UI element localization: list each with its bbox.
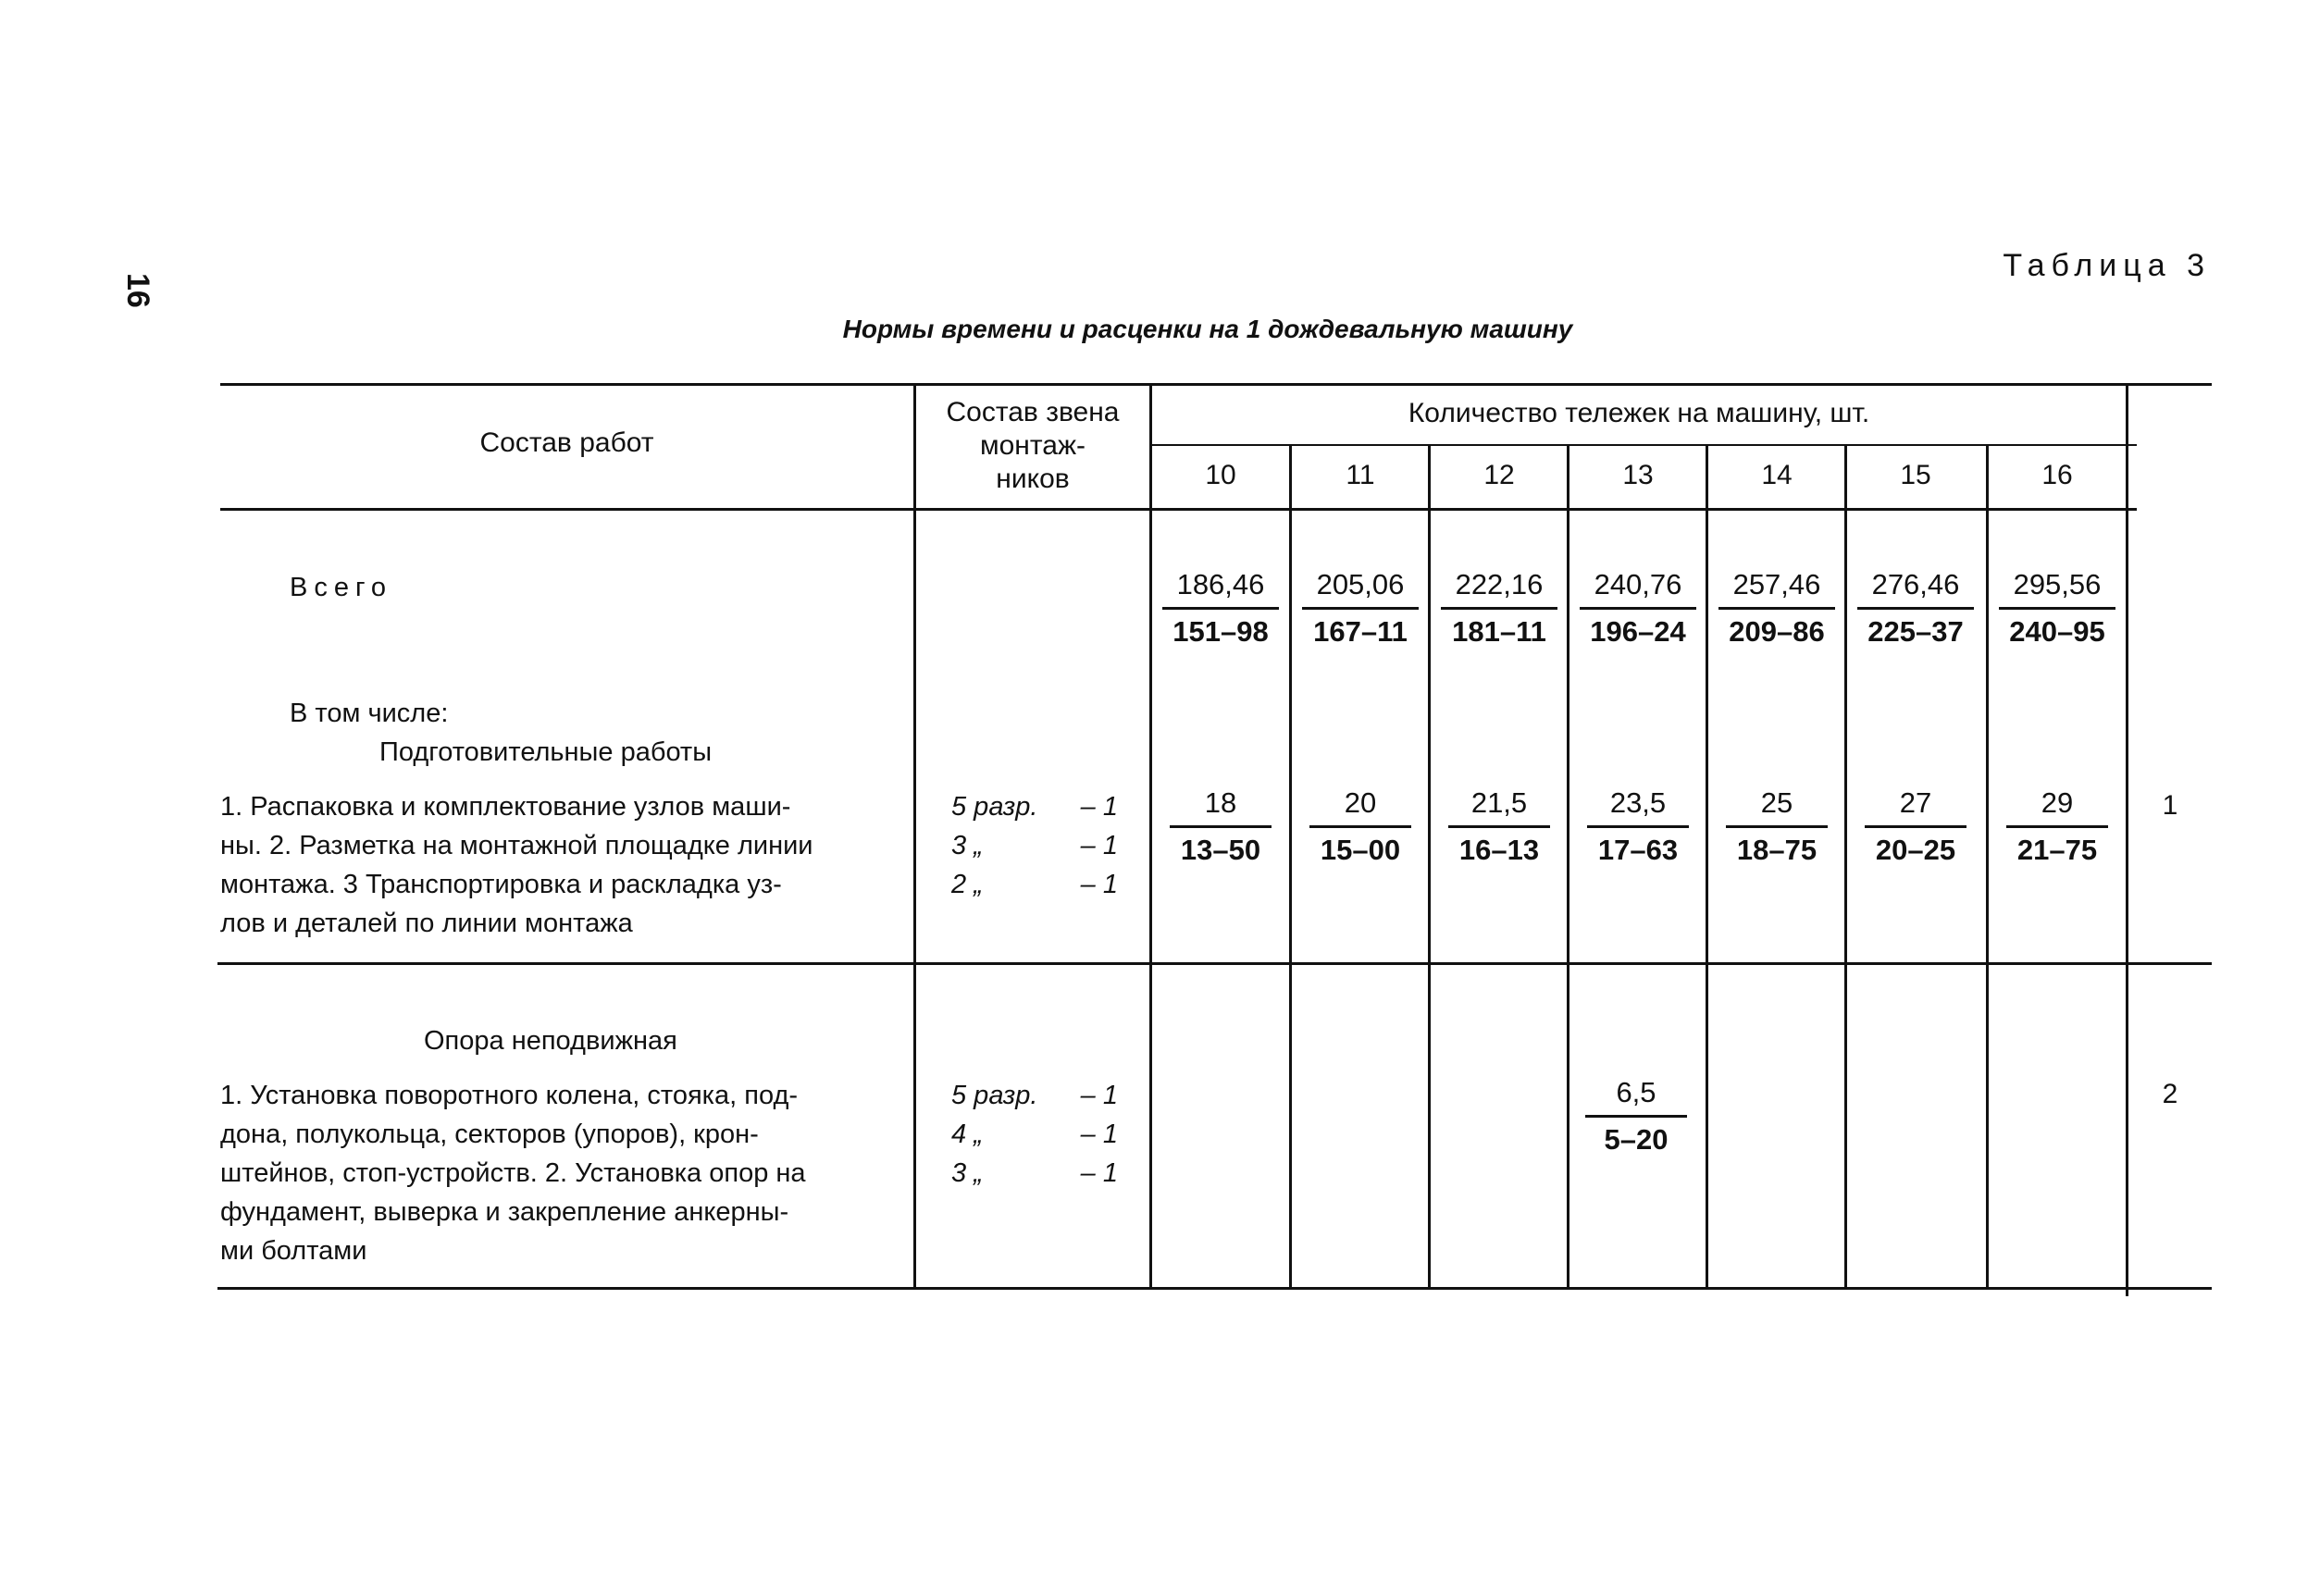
crew-count: – 1 [1080, 1158, 1118, 1188]
crew-count: – 1 [1080, 792, 1118, 822]
value-cell [1160, 568, 1281, 649]
norm-value: 23,5 [1609, 786, 1667, 819]
section1-line-1: 1. Распаковка и комплектование узлов маши- [220, 792, 791, 822]
section2-line-1: 1. Установка поворотного колена, стояка, под- [220, 1081, 799, 1110]
section2-title: Опора неподвижная [424, 1026, 677, 1056]
col-divider-10 [1289, 444, 1292, 1287]
value-cell [1439, 786, 1559, 867]
crew-grade: 3 „ [951, 831, 983, 860]
rate-value: 16–13 [1458, 834, 1540, 866]
including-label: В том числе: [290, 699, 449, 728]
norm-value: 257,46 [1732, 568, 1821, 600]
section2-crew [951, 1076, 1118, 1193]
col-header: 12 [1483, 460, 1515, 490]
norm-value: 27 [1899, 786, 1932, 819]
crew-row [951, 787, 1118, 826]
col-divider-15 [1986, 444, 1989, 1287]
section1-line-4: лов и деталей по линии монтажа [220, 909, 633, 938]
col-divider-16 [2126, 383, 2128, 1296]
crew-row [951, 1115, 1118, 1154]
crew-grade: 5 разр. [951, 1081, 1038, 1110]
section1-description [220, 787, 813, 943]
section1-row-number: 1 [2162, 790, 2178, 821]
col-divider-11 [1428, 444, 1431, 1287]
col-divider-work [913, 383, 916, 1287]
crew-count: – 1 [1080, 1120, 1118, 1149]
rate-value: 181–11 [1452, 615, 1546, 648]
section1-line-2: ны. 2. Разметка на монтажной площадке линии [220, 831, 813, 860]
header-crew-line-1: Состав звена [946, 397, 1120, 427]
table-title: Нормы времени и расценки на 1 дождевальную машину [842, 315, 1573, 343]
crew-grade: 2 „ [951, 870, 983, 899]
rate-value: 151–98 [1172, 615, 1269, 648]
section-divider-rule [217, 962, 2212, 965]
rate-value: 13–50 [1180, 834, 1261, 866]
rate-value: 18–75 [1736, 834, 1818, 866]
norm-value: 276,46 [1871, 568, 1960, 600]
section2-line-2: дона, полукольца, секторов (упоров), крон- [220, 1120, 759, 1149]
section1-title: Подготовительные работы [379, 737, 713, 767]
crew-grade: 3 „ [951, 1158, 983, 1188]
norm-value: 240,76 [1594, 568, 1682, 600]
value-cell [1439, 568, 1559, 649]
table-bottom-rule [217, 1287, 2212, 1290]
value-cell [1300, 568, 1421, 649]
value-cell [1855, 568, 1976, 649]
crew-row [951, 1076, 1118, 1115]
table-top-rule [220, 383, 2212, 386]
col-divider-crew [1149, 383, 1152, 1287]
col-header: 14 [1761, 460, 1793, 490]
header-crew [916, 396, 1149, 496]
rate-value: 240–95 [2009, 615, 2105, 648]
total-label: Всего [290, 573, 393, 602]
norm-value: 186,46 [1176, 568, 1265, 600]
header-crew-line-3: ников [996, 464, 1070, 494]
value-cell [1578, 568, 1698, 649]
value-cell [1300, 786, 1421, 867]
section2-line-4: фундамент, выверка и закрепление анкерны- [220, 1197, 789, 1227]
header-work: Состав работ [479, 427, 654, 458]
norm-value: 222,16 [1455, 568, 1544, 600]
norm-value: 205,06 [1316, 568, 1405, 600]
norm-value: 18 [1204, 786, 1237, 819]
crew-grade: 4 „ [951, 1120, 983, 1149]
page-number: 16 [120, 273, 155, 308]
rate-value: 17–63 [1597, 834, 1679, 866]
header-crew-line-2: монтаж- [979, 430, 1086, 461]
crew-count: – 1 [1080, 1081, 1118, 1110]
section2-line-5: ми болтами [220, 1236, 367, 1266]
norm-value: 25 [1760, 786, 1793, 819]
crew-row [951, 826, 1118, 865]
header-bottom-rule [220, 508, 2137, 511]
crew-count: – 1 [1080, 870, 1118, 899]
col-header: 10 [1205, 460, 1236, 490]
norm-value: 295,56 [2013, 568, 2102, 600]
header-carts: Количество тележек на машину, шт. [1408, 398, 1870, 428]
value-cell [1717, 786, 1837, 867]
section2-description [220, 1076, 806, 1270]
value-cell [1717, 568, 1837, 649]
crew-grade: 5 разр. [951, 792, 1038, 822]
rate-value: 209–86 [1729, 615, 1825, 648]
value-cell [1160, 786, 1281, 867]
col-header: 16 [2041, 460, 2073, 490]
section2-line-3: штейнов, стоп-устройств. 2. Установка опор на [220, 1158, 806, 1188]
rate-value: 5–20 [1604, 1123, 1669, 1156]
section2-row-number: 2 [2162, 1079, 2178, 1109]
section1-crew [951, 787, 1118, 904]
table-label: Таблица 3 [2003, 248, 2211, 283]
norm-value: 29 [2041, 786, 2074, 819]
value-cell [1578, 786, 1698, 867]
rate-value: 20–25 [1875, 834, 1956, 866]
col-divider-12 [1567, 444, 1569, 1287]
section2-value-13 [1576, 1076, 1696, 1157]
crew-row [951, 1154, 1118, 1193]
col-header: 11 [1346, 460, 1375, 490]
norm-value: 20 [1344, 786, 1377, 819]
crew-row [951, 865, 1118, 904]
value-cell [1997, 568, 2117, 649]
norm-value: 21,5 [1470, 786, 1528, 819]
rate-value: 167–11 [1313, 615, 1408, 648]
col-header: 15 [1900, 460, 1931, 490]
crew-count: – 1 [1080, 831, 1118, 860]
rate-value: 15–00 [1320, 834, 1401, 866]
rate-value: 196–24 [1590, 615, 1686, 648]
section1-line-3: монтажа. 3 Транспортировка и раскладка уз- [220, 870, 782, 899]
col-header: 13 [1622, 460, 1654, 490]
rate-value: 21–75 [2016, 834, 2098, 866]
col-divider-13 [1706, 444, 1708, 1287]
value-cell [1855, 786, 1976, 867]
rate-value: 225–37 [1867, 615, 1964, 648]
col-divider-14 [1844, 444, 1847, 1287]
value-cell [1997, 786, 2117, 867]
norm-value: 6,5 [1616, 1076, 1656, 1108]
